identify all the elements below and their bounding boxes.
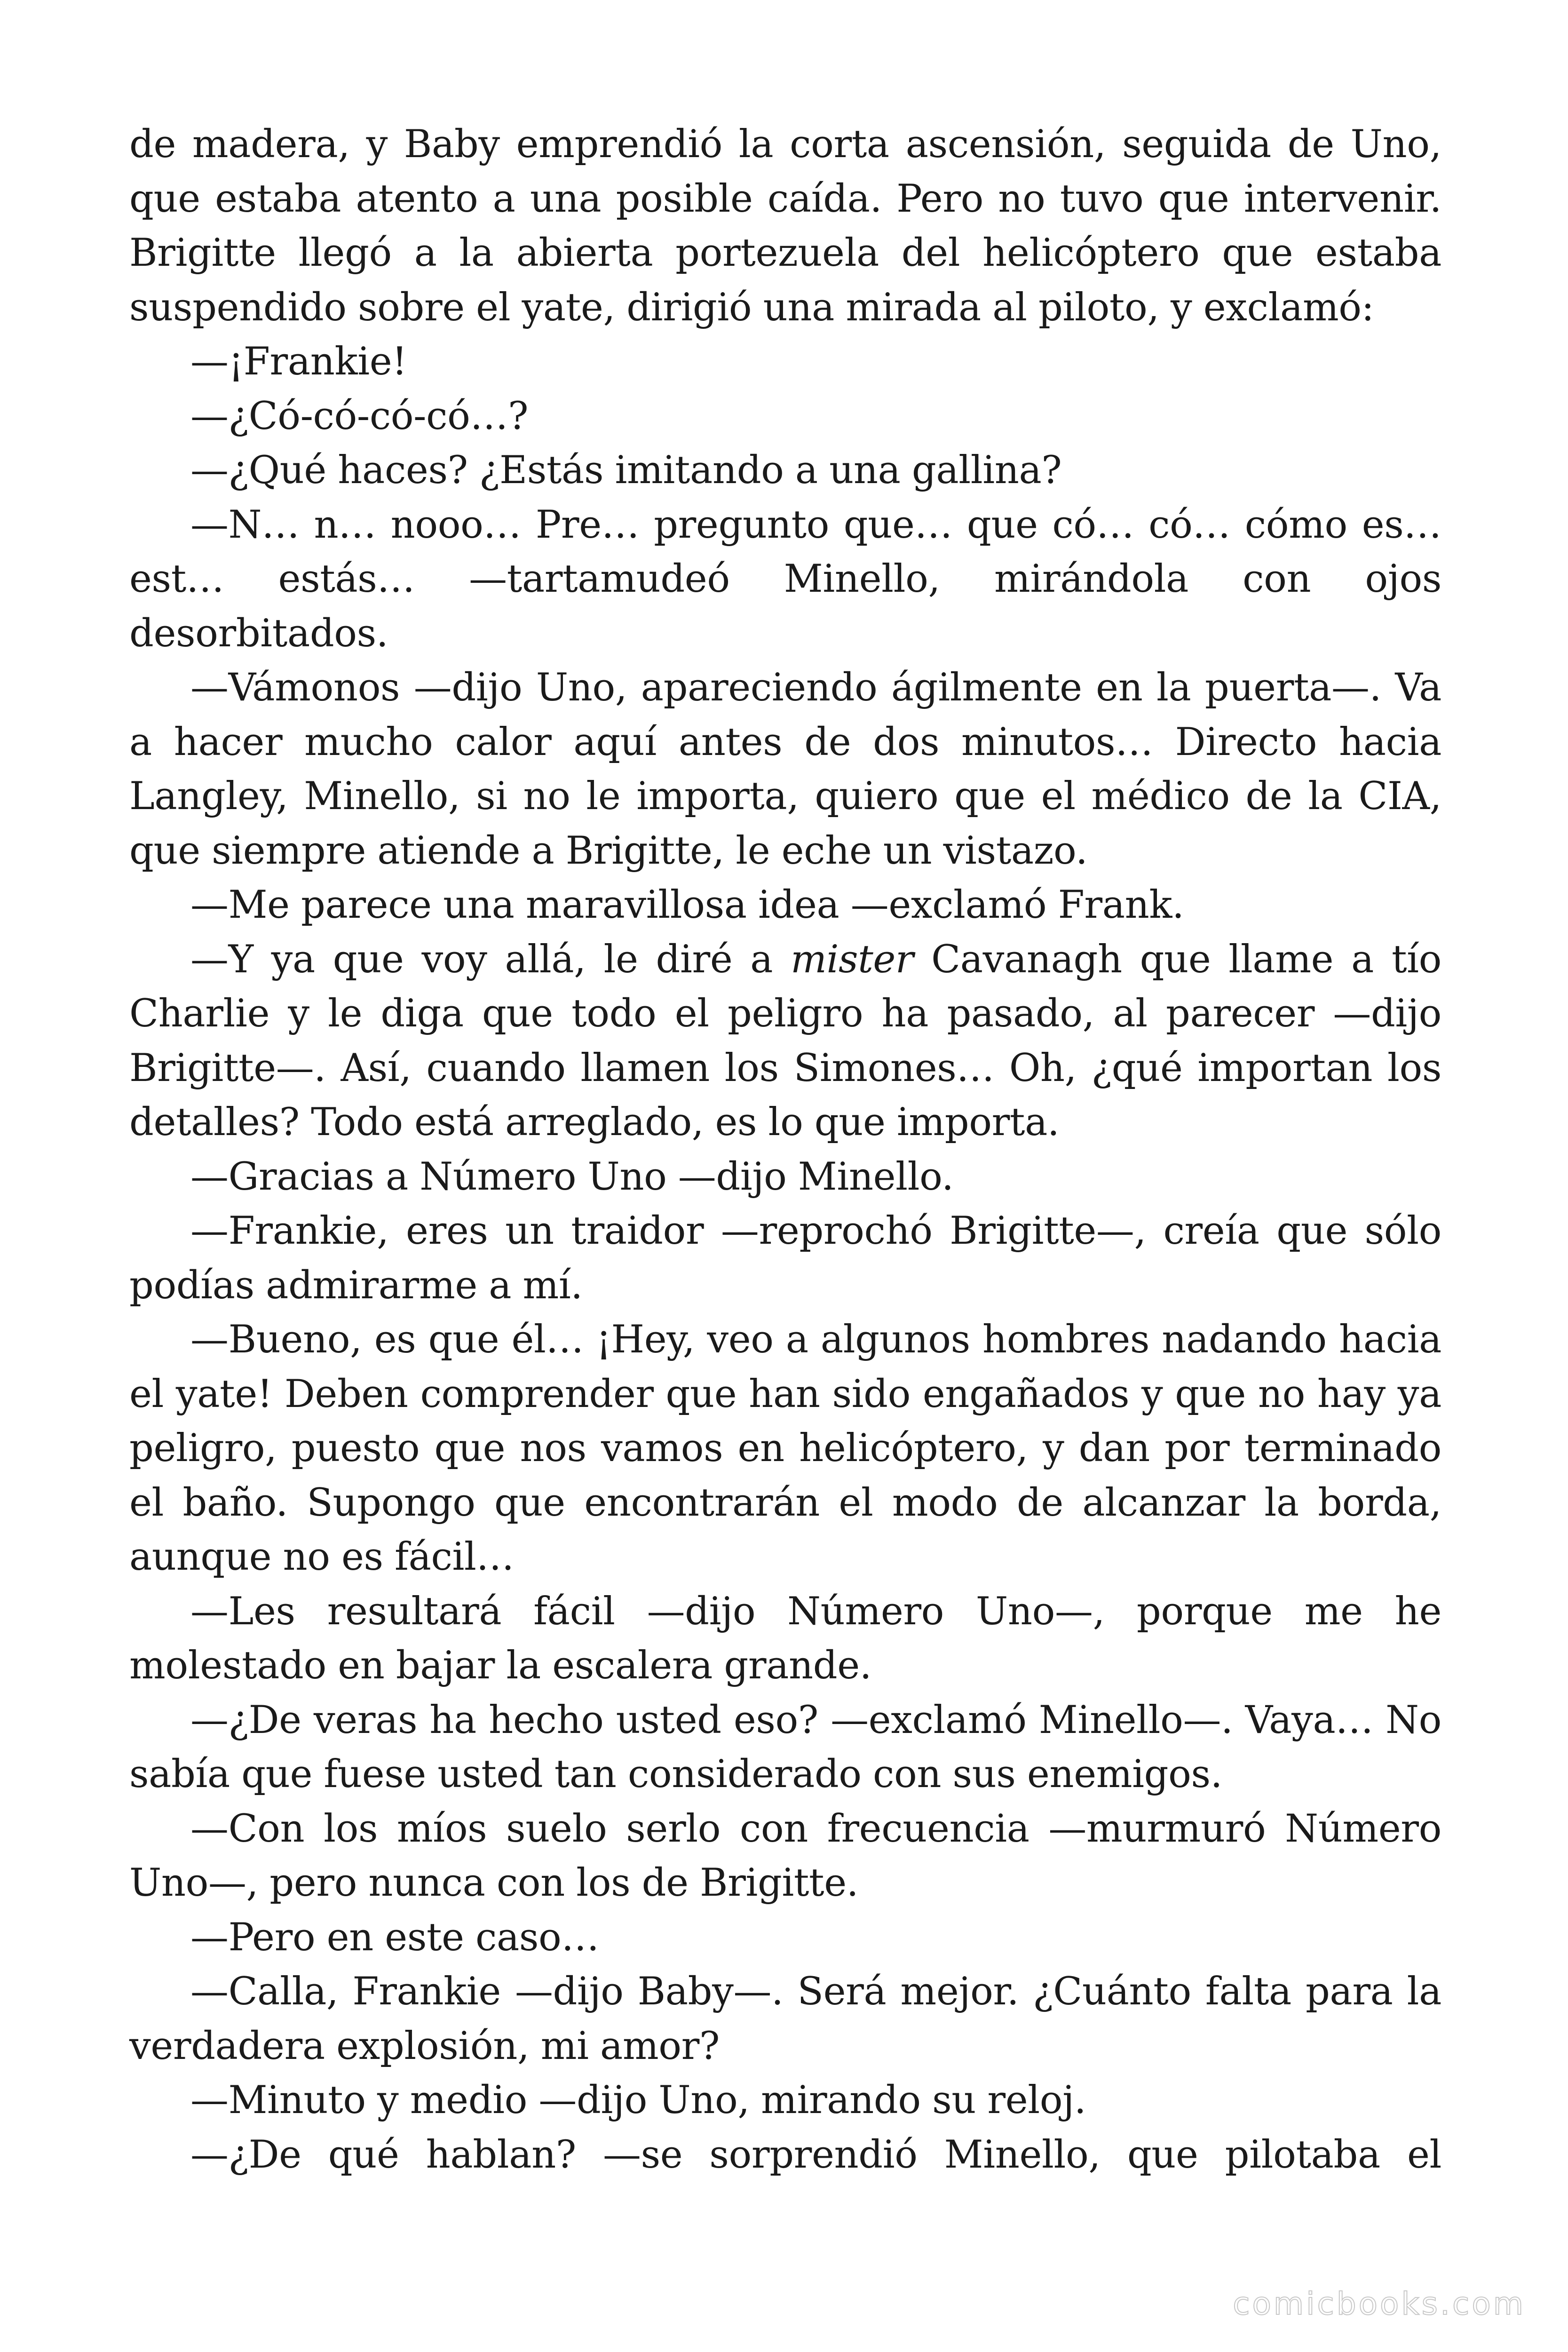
body-text	[129, 118, 1441, 2182]
paragraph-text: —Y ya que voy allá, le diré a	[190, 937, 791, 982]
paragraph: —¡Frankie!	[190, 340, 407, 384]
paragraph: —¿Qué haces? ¿Estás imitando a una gallina?	[190, 448, 1062, 493]
watermark: comicbooks.com	[1233, 2286, 1526, 2322]
paragraph: —Calla, Frankie —dijo Baby—. Será mejor. ¿Cuánto falta para la verdadera explosión, mi amor?	[129, 1970, 1441, 2068]
paragraph: —Minuto y medio —dijo Uno, mirando su reloj.	[190, 2078, 1086, 2122]
paragraph: —Frankie, eres un traidor —reprochó Brigitte—, creía que sólo podías admirarme a mí.	[129, 1209, 1441, 1308]
paragraph: —N… n… nooo… Pre… pregunto que… que có… có… cómo es… est… estás… —tartamudeó Minello, mirándola con ojos desorbitados.	[129, 502, 1441, 656]
paragraph: —Con los míos suelo serlo con frecuencia —murmuró Número Uno—, pero nunca con los de Brigitte.	[129, 1806, 1441, 1905]
italic-word: mister	[791, 937, 914, 982]
paragraph: —Bueno, es que él… ¡Hey, veo a algunos hombres nadando hacia el yate! Deben comprender que han sido engañados y que no hay ya peligro, puesto que nos vamos en helicóptero, y dan por terminado el baño. Supongo que encontrarán el modo de alcanzar la borda, aunque no es fácil…	[129, 1318, 1441, 1579]
paragraph: —Les resultará fácil —dijo Número Uno—, porque me he molestado en bajar la escalera grande.	[129, 1589, 1441, 1688]
paragraph: —Pero en este caso…	[190, 1915, 600, 1960]
paragraph-text: Cavanagh que llame a tío Charlie y le diga que todo el peligro ha pasado, al parecer —dijo Brigitte—. Así, cuando llamen los Simones… Oh, ¿qué importan los detalles? Todo está arreglado, es lo que importa.	[129, 937, 1441, 1144]
paragraph: —Gracias a Número Uno —dijo Minello.	[190, 1154, 954, 1199]
paragraph: —Vámonos —dijo Uno, apareciendo ágilmente en la puerta—. Va a hacer mucho calor aquí antes de dos minutos… Directo hacia Langley, Minello, si no le importa, quiero que el médico de la CIA, que siempre atiende a Brigitte, le eche un vistazo.	[129, 666, 1441, 873]
paragraph: —¿De qué hablan? —se sorprendió Minello, que pilotaba el	[190, 2132, 1441, 2177]
paragraph: de madera, y Baby emprendió la corta ascensión, seguida de Uno, que estaba atento a una posible caída. Pero no tuvo que intervenir. Brigitte llegó a la abierta portezuela del helicóptero que estaba suspendido sobre el yate, dirigió una mirada al piloto, y exclamó:	[129, 122, 1441, 330]
paragraph: —Me parece una maravillosa idea —exclamó Frank.	[190, 883, 1184, 927]
paragraph: —¿Có-có-có-có…?	[190, 394, 529, 438]
paragraph	[129, 933, 1441, 1150]
paragraph: —¿De veras ha hecho usted eso? —exclamó Minello—. Vaya… No sabía que fuese usted tan considerado con sus enemigos.	[129, 1698, 1441, 1796]
